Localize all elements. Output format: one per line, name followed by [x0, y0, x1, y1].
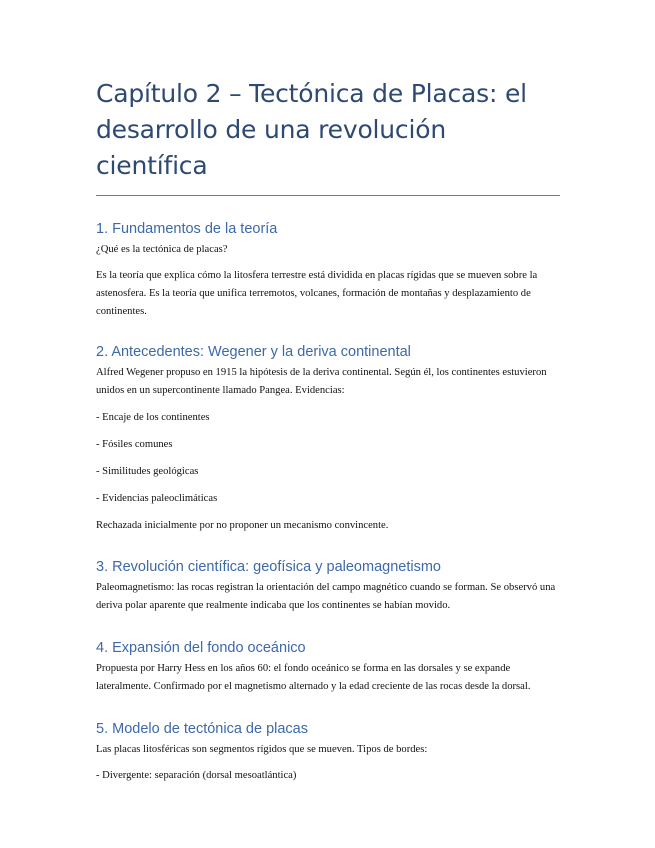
document-page [96, 76, 560, 807]
paragraph: Las placas litosféricas son segmentos rígidos que se mueven. Tipos de bordes: [96, 744, 428, 755]
paragraph: Paleomagnetismo: las rocas registran la orientación del campo magnético cuando se forman. Se observó una deriva polar aparente que realmente indicaba que los continentes se habían movido. [96, 582, 556, 611]
section-fundamentos [96, 220, 560, 321]
list-item: - Divergente: separación (dorsal mesoatlántica) [96, 770, 297, 781]
section-heading: 3. Revolución científica: geofísica y paleomagnetismo [96, 559, 441, 575]
paragraph: Es la teoría que explica cómo la litosfera terrestre está dividida en placas rígidas que se mueven sobre la astenosfera. Es la teoría que unifica terremotos, volcanes, formación de montañas y desplazamiento de continentes. [96, 270, 538, 317]
section-heading: 5. Modelo de tectónica de placas [96, 721, 308, 737]
list-item: - Similitudes geológicas [96, 466, 199, 477]
list-item: - Fósiles comunes [96, 439, 173, 450]
title-underline [96, 195, 560, 196]
list-item: - Evidencias paleoclimáticas [96, 493, 218, 504]
section-heading: 2. Antecedentes: Wegener y la deriva continental [96, 344, 411, 360]
paragraph: ¿Qué es la tectónica de placas? [96, 244, 228, 255]
list-item: - Encaje de los continentes [96, 412, 210, 423]
section-expansion [96, 639, 560, 696]
section-revolucion [96, 558, 560, 615]
paragraph: Propuesta por Harry Hess en los años 60: el fondo oceánico se forma en las dorsales y se expande lateralmente. Confirmado por el magnetismo alternado y la edad creciente de las rocas desde la dorsal. [96, 663, 531, 692]
paragraph: Alfred Wegener propuso en 1915 la hipótesis de la deriva continental. Según él, los continentes estuvieron unidos en un supercontinente llamado Pangea. Evidencias: [96, 367, 547, 396]
document-title: Capítulo 2 – Tectónica de Placas: el desarrollo de una revolución científica [96, 79, 527, 180]
paragraph: Rechazada inicialmente por no proponer un mecanismo convincente. [96, 520, 389, 531]
section-modelo [96, 720, 560, 785]
section-heading: 1. Fundamentos de la teoría [96, 221, 278, 237]
section-heading: 4. Expansión del fondo oceánico [96, 640, 306, 656]
section-antecedentes [96, 343, 560, 535]
